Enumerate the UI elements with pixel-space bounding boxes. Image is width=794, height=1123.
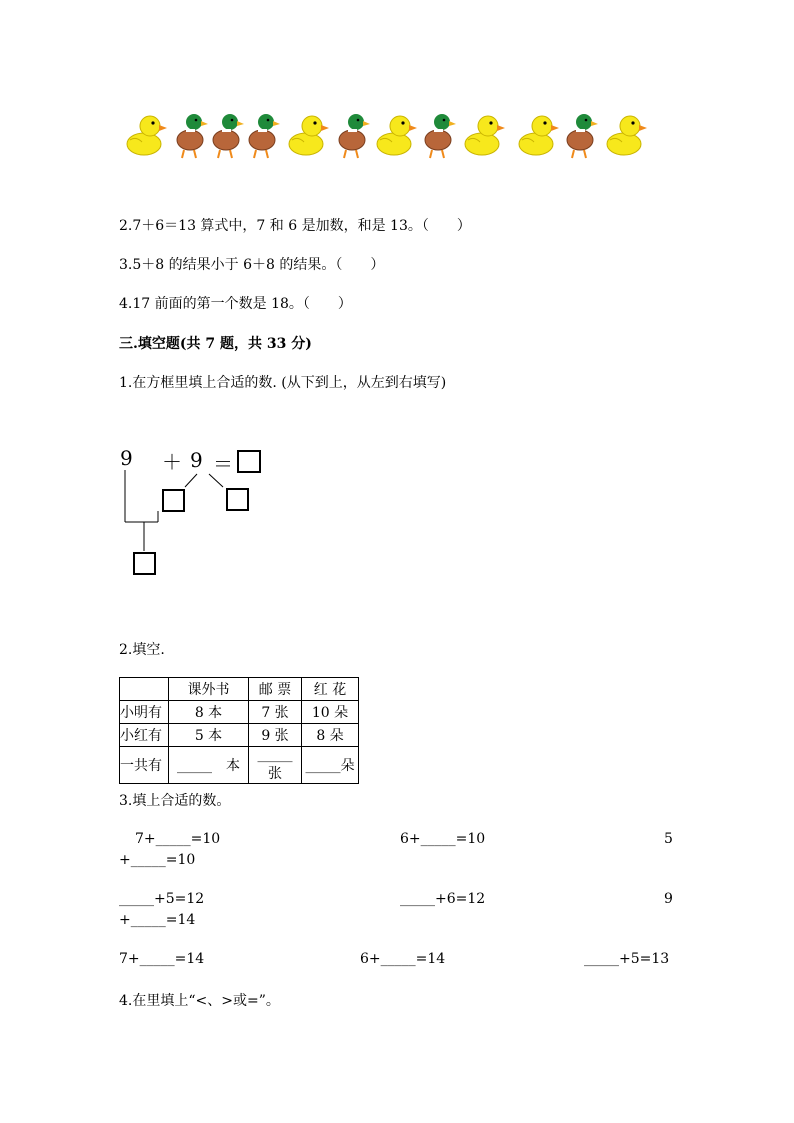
table-cell: 10 朵 bbox=[302, 701, 359, 724]
mallard-duck-icon bbox=[174, 110, 208, 160]
mallard-duck-icon bbox=[422, 110, 456, 160]
fill-item[interactable]: _____+5=13 bbox=[584, 951, 670, 967]
fill-item[interactable]: 7+_____=10 bbox=[135, 831, 221, 847]
fill-item[interactable]: _____+5=12 bbox=[119, 891, 205, 907]
table-header-cell: 红 花 bbox=[302, 678, 359, 701]
table-cell: 小明有 bbox=[120, 701, 169, 724]
table-header-cell bbox=[120, 678, 169, 701]
yellow-duckling-icon bbox=[462, 110, 506, 158]
table-row bbox=[120, 701, 359, 724]
table-blank-cell[interactable]: _____ 本 bbox=[169, 747, 249, 784]
table-header-row bbox=[120, 678, 359, 701]
fill-item-number: 5 bbox=[664, 831, 673, 847]
fill-item[interactable]: 6+_____=14 bbox=[360, 951, 446, 967]
yellow-duckling-icon bbox=[124, 110, 168, 158]
fill-item-number: 9 bbox=[664, 891, 673, 907]
diagram-plus: ＋ bbox=[162, 450, 182, 474]
table-cell: 9 张 bbox=[249, 724, 302, 747]
problem-2-instruction: 2.填空. bbox=[119, 642, 165, 658]
table-cell: 8 本 bbox=[169, 701, 249, 724]
diagram-equals: ＝ bbox=[213, 452, 233, 476]
yellow-duckling-icon bbox=[604, 110, 648, 158]
table-cell: 8 朵 bbox=[302, 724, 359, 747]
table-cell: 5 本 bbox=[169, 724, 249, 747]
problem-4-instruction: 4.在里填上“<、>或=”。 bbox=[119, 993, 280, 1009]
table-cell: 小红有 bbox=[120, 724, 169, 747]
answer-box-split-right[interactable] bbox=[226, 488, 249, 511]
duck-illustration-row bbox=[124, 110, 664, 162]
yellow-duckling-icon bbox=[516, 110, 560, 158]
problem-3-instruction: 3.填上合适的数。 bbox=[119, 793, 231, 809]
fill-item[interactable]: +_____=14 bbox=[119, 912, 196, 928]
table-cell: 7 张 bbox=[249, 701, 302, 724]
fill-item[interactable]: 7+_____=14 bbox=[119, 951, 205, 967]
table-row bbox=[120, 724, 359, 747]
mallard-duck-icon bbox=[210, 110, 244, 160]
table-row bbox=[120, 747, 359, 784]
mallard-duck-icon bbox=[336, 110, 370, 160]
table-blank-cell[interactable]: _____张 bbox=[249, 747, 302, 784]
question-2: 2.7＋6＝13 算式中，7 和 6 是加数，和是 13。（ ） bbox=[119, 218, 471, 234]
yellow-duckling-icon bbox=[374, 110, 418, 158]
fill-item[interactable]: _____+6=12 bbox=[400, 891, 486, 907]
question-4: 4.17 前面的第一个数是 18。（ ） bbox=[119, 296, 352, 312]
table-blank-cell[interactable]: _____朵 bbox=[302, 747, 359, 784]
diagram-addend-a: 9 bbox=[120, 446, 133, 470]
yellow-duckling-icon bbox=[286, 110, 330, 158]
diagram-addend-b: 9 bbox=[190, 448, 203, 472]
table-cell: 一共有 bbox=[120, 747, 169, 784]
fill-item[interactable]: +_____=10 bbox=[119, 852, 196, 868]
problem-1-instruction: 1.在方框里填上合适的数. (从下到上，从左到右填写) bbox=[119, 375, 447, 391]
section-title: 三.填空题(共 7 题，共 33 分) bbox=[119, 336, 312, 352]
question-3: 3.5＋8 的结果小于 6＋8 的结果。（ ） bbox=[119, 257, 385, 273]
mallard-duck-icon bbox=[246, 110, 280, 160]
fill-item[interactable]: 6+_____=10 bbox=[400, 831, 486, 847]
mallard-duck-icon bbox=[564, 110, 598, 160]
answer-box-bottom[interactable] bbox=[133, 552, 156, 575]
fill-table bbox=[119, 677, 359, 784]
table-header-cell: 邮 票 bbox=[249, 678, 302, 701]
answer-box-split-left[interactable] bbox=[162, 489, 185, 512]
table-header-cell: 课外书 bbox=[169, 678, 249, 701]
